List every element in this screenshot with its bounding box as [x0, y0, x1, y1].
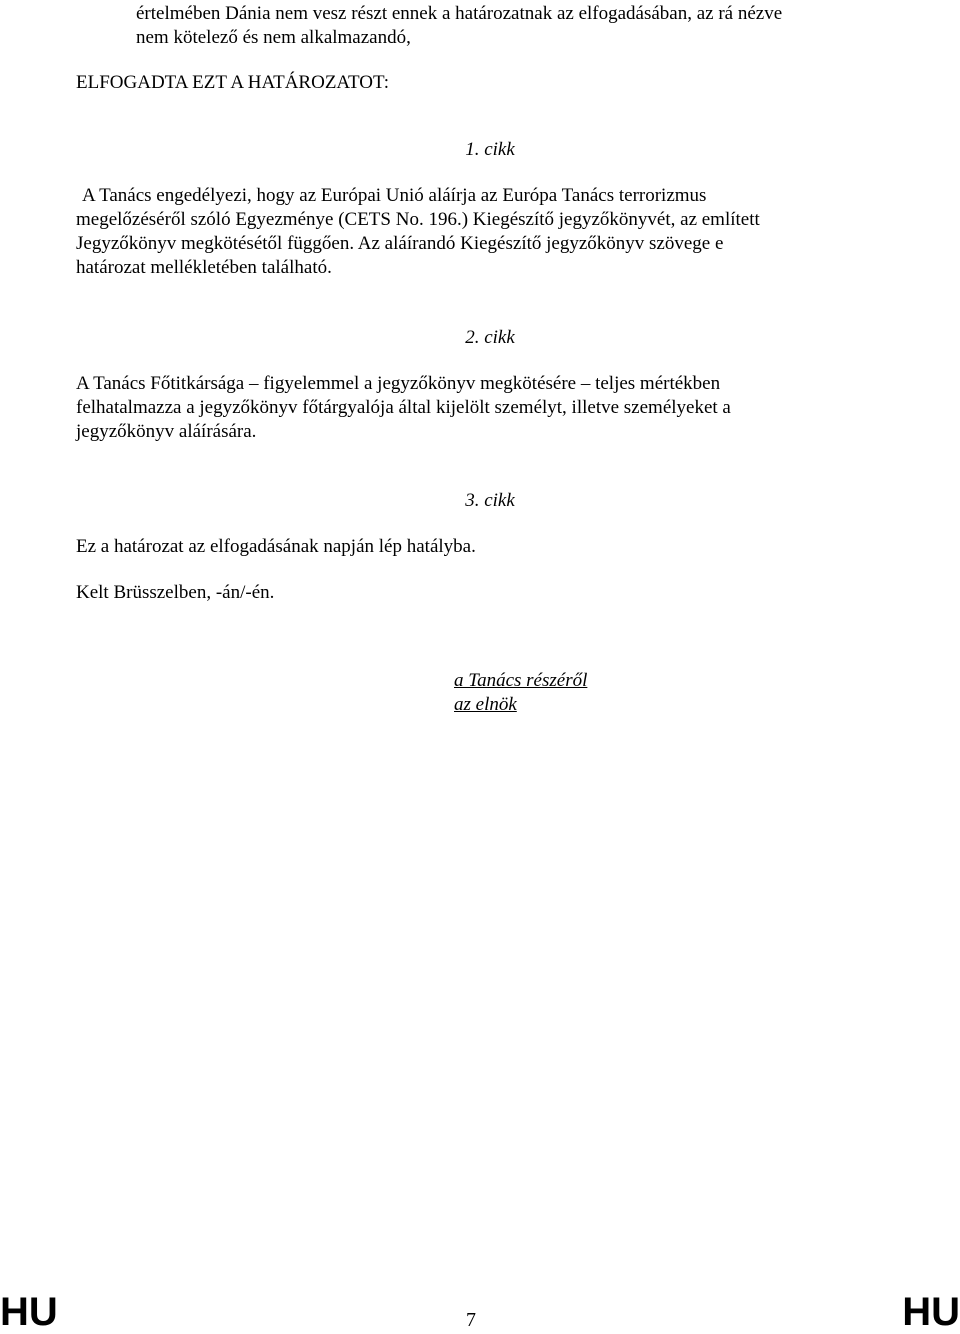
- article-1-line-4: határozat mellékletében található.: [76, 257, 332, 278]
- article-2-paragraph: [76, 372, 885, 444]
- signature-block: [454, 669, 587, 717]
- article-2-line-1: A Tanács Főtitkársága – figyelemmel a jegyzőkönyv megkötésére – teljes mértékben: [76, 373, 721, 394]
- article-1-line-3: Jegyzőkönyv megkötésétől függően. Az aláírandó Kiegészítő jegyzőkönyv szövege e: [76, 233, 724, 254]
- article-2-line-2: felhatalmazza a jegyzőkönyv főtárgyalója által kijelölt személyt, illetve személyeket a: [76, 397, 731, 418]
- adoption-statement: [76, 71, 885, 95]
- article-1-paragraph-continued: [76, 208, 885, 280]
- article-3-line-1: Ez a határozat az elfogadásának napján lép hatályba.: [76, 536, 476, 557]
- article-1-heading: 1. cikk: [465, 139, 515, 160]
- signature-line-2: az elnök: [454, 694, 517, 715]
- article-3-heading: 3. cikk: [465, 490, 515, 511]
- place-and-date: [76, 581, 885, 605]
- article-2-heading: 2. cikk: [465, 327, 515, 348]
- page-number: 7: [466, 1309, 476, 1331]
- article-3-paragraph: [76, 535, 885, 559]
- place-date-text: Kelt Brüsszelben, -án/-én.: [76, 582, 275, 603]
- article-1-line-1: A Tanács engedélyezi, hogy az Európai Unió aláírja az Európa Tanács terrorizmus: [82, 185, 707, 206]
- intro-paragraph: [136, 2, 896, 50]
- article-1-paragraph: [82, 184, 885, 208]
- article-1-line-2: megelőzéséről szóló Egyezménye (CETS No. 196.) Kiegészítő jegyzőkönyvét, az említett: [76, 209, 760, 230]
- language-code-left: HU: [0, 1290, 58, 1334]
- language-code-right: HU: [902, 1290, 960, 1334]
- article-2-line-3: jegyzőkönyv aláírására.: [76, 421, 257, 442]
- adoption-text: ELFOGADTA EZT A HATÁROZATOT:: [76, 72, 389, 93]
- intro-line-1: értelmében Dánia nem vesz részt ennek a határozatnak az elfogadásában, az rá nézve: [136, 3, 783, 24]
- signature-line-1: a Tanács részéről: [454, 670, 588, 691]
- intro-line-2: nem kötelező és nem alkalmazandó,: [136, 27, 411, 48]
